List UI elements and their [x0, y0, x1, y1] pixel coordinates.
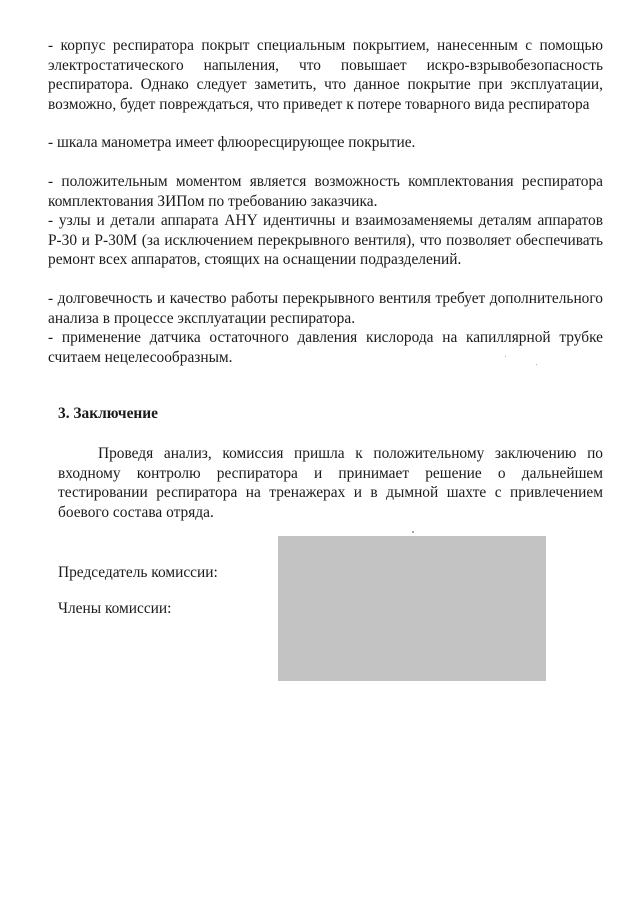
paragraph-coating: - корпус респиратора покрыт специальным покрытием, нанесенным с помощью электростатического напыления, что повышает искро-взрывобезопасность респиратора. Однако следует заметить, что данное покрытие при эксплуатации, возможно, будет повреждаться, что приведет к потере товарного вида респиратора	[48, 37, 603, 113]
scan-speck	[536, 364, 537, 365]
scan-speck	[505, 356, 506, 357]
chairman-label: Председатель комиссии:	[58, 564, 218, 581]
paragraph-valve: - долговечность и качество работы перекрывного вентиля требует дополнительного анализа в процессе эксплуатации респиратора.	[48, 290, 603, 327]
members-label: Члены комиссии:	[58, 600, 172, 617]
paragraph-spare-parts: - положительным моментом является возможность комплектования респиратора комплектования ЗИПом по требованию заказчика.	[48, 173, 603, 210]
scan-speck	[412, 531, 414, 533]
section-heading: 3. Заключение	[58, 405, 158, 422]
redacted-signature-block	[278, 536, 546, 681]
paragraph-manometer: - шкала манометра имеет флюоресцирующее покрытие.	[48, 134, 416, 151]
paragraph-conclusion: Проведя анализ, комиссия пришла к положительному заключению по входному контролю респиратора и принимает решение о дальнейшем тестировании респиратора на тренажерах и в дымной шахте с привлечением боевого состава отряда.	[58, 445, 603, 521]
paragraph-interchangeable: - узлы и детали аппарата АНY идентичны и взаимозаменяемы деталям аппаратов Р-30 и Р-30М (за исключением перекрывного вентиля), что позволяет обеспечивать ремонт всех аппаратов, стоящих на оснащении подразделений.	[48, 212, 603, 268]
paragraph-sensor: - применение датчика остаточного давления кислорода на капиллярной трубке считаем нецелесообразным.	[48, 329, 603, 366]
